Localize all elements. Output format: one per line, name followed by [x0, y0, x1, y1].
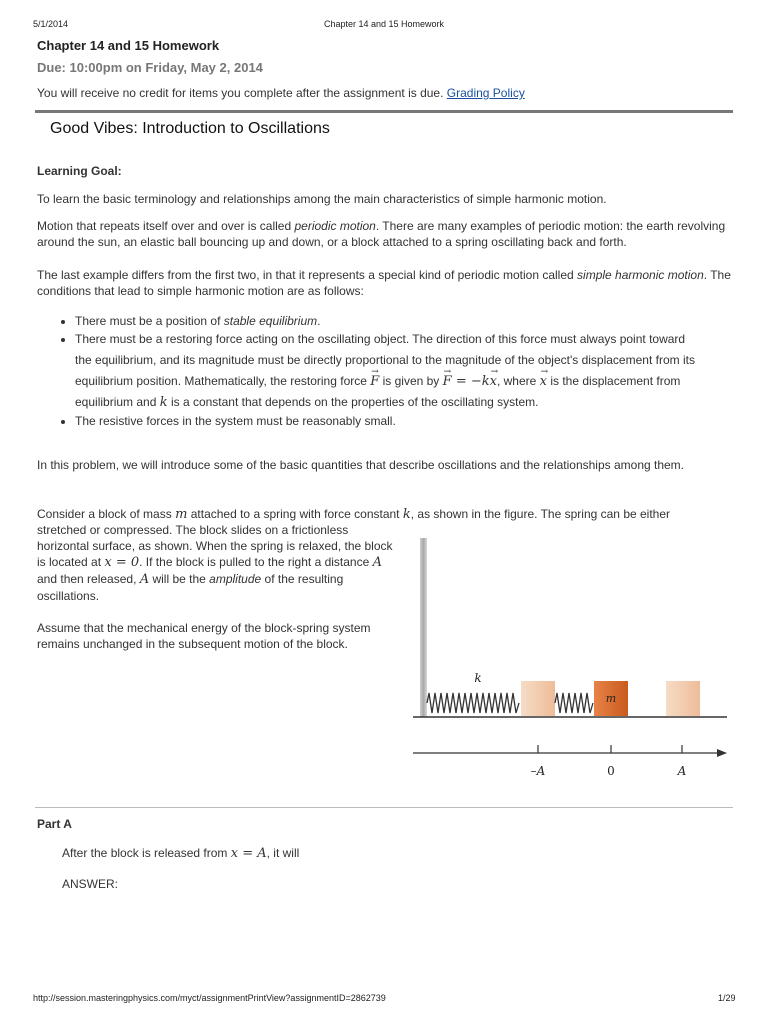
- no-credit-notice: [37, 86, 525, 100]
- mass-label: m: [605, 692, 617, 705]
- block-at-A: [666, 681, 700, 716]
- print-title: Chapter 14 and 15 Homework: [323, 19, 445, 29]
- part-a-label: Part A: [37, 817, 72, 831]
- spring-right: [555, 693, 593, 713]
- print-page-number: 1/29: [718, 993, 736, 1003]
- wall: [420, 538, 427, 717]
- list-item: • The resistive forces in the system must be reasonably small.: [75, 413, 695, 429]
- paragraph-shm: The last example differs from the first two, in that it represents a special kind of periodic motion called simple harmonic motion. The conditions that lead to simple harmonic motion are as follows:: [37, 268, 731, 298]
- axis-label-minus-A: –A: [530, 764, 546, 778]
- shm-conditions-list: [55, 313, 695, 429]
- print-url: http://session.masteringphysics.com/myct/assignmentPrintView?assignmentID=2862739: [33, 993, 386, 1003]
- list-item: • There must be a position of stable equilibrium.: [75, 313, 695, 329]
- assignment-title: Chapter 14 and 15 Homework: [37, 38, 220, 53]
- paragraph-intro: In this problem, we will introduce some of the basic quantities that describe oscillations and the relationships among them.: [37, 458, 685, 472]
- grading-policy-link[interactable]: Grading Policy: [446, 86, 525, 100]
- part-a-question: After the block is released from x = A, it will: [62, 846, 300, 861]
- learning-goal-label: Learning Goal:: [37, 164, 122, 178]
- answer-label: ANSWER:: [62, 877, 119, 891]
- print-date: 5/1/2014: [33, 19, 69, 29]
- paragraph-setup: Consider a block of mass m attached to a spring with force constant k, as shown in the figure. The spring can be either: [37, 507, 671, 522]
- spring-block-figure: [405, 535, 735, 790]
- due-date: Due: 10:00pm on Friday, May 2, 2014: [37, 60, 263, 75]
- block-at-minus-A: [521, 681, 555, 716]
- part-divider: [35, 807, 733, 808]
- axis-label-zero: 0: [607, 764, 615, 778]
- spring-left: [427, 693, 519, 713]
- learning-goal-text: To learn the basic terminology and relationships among the main characteristics of simple harmonic motion.: [37, 192, 607, 206]
- notice-text: You will receive no credit for items you complete after the assignment is due.: [37, 86, 444, 100]
- paragraph-setup-continued: stretched or compressed. The block slides on a frictionless horizontal surface, as shown. When the spring is relaxed, the block is located at x = 0. If the block is pulled to the right a distance A and then released, A will be the amplitude of the resulting oscillations.: [37, 523, 393, 603]
- x-axis-arrowhead: [717, 749, 727, 757]
- list-item: • There must be a restoring force acting on the oscillating object. The direction of this force must always point toward the equilibrium, and its magnitude must be directly proportional to the magnitude of the object's displacement from its equilibrium position. Mathematically, the restoring force → F is given by → F = −k→ x, where → x is the displacement from equilibrium and k is a constant that depends on the properties of the oscillating system.: [75, 329, 695, 413]
- section-divider: [35, 110, 733, 113]
- paragraph-periodic-motion: Motion that repeats itself over and over is called periodic motion. There are many examples of periodic motion: the earth revolving around the sun, an elastic ball bouncing up and down, or a block attached to a spring oscillating back and forth.: [37, 219, 726, 249]
- problem-title: Good Vibes: Introduction to Oscillations: [50, 120, 330, 137]
- spring-constant-label: k: [474, 671, 482, 685]
- axis-label-A: A: [677, 764, 687, 778]
- paragraph-energy: Assume that the mechanical energy of the block-spring system remains unchanged in the subsequent motion of the block.: [37, 621, 371, 651]
